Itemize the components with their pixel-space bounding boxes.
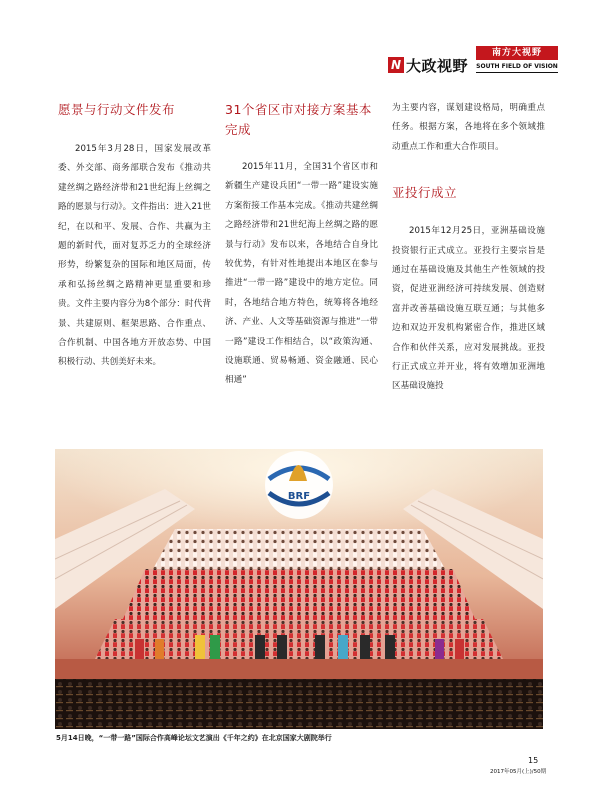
- brand-block: [476, 46, 558, 74]
- issue-date: 2017年05月(上)/50期: [490, 769, 547, 775]
- section-heading-vision: 愿景与行动文件发布: [58, 102, 176, 117]
- page-number: 15: [528, 756, 539, 765]
- paragraph-aiib: 2015年12月25日，亚洲基础设施投资银行正式成立。亚投行主要宗旨是通过在基础设施及其他生产性领域的投资，促进亚洲经济可持续发展、创造财富并改善基础设施互联互通；与其他多边和双边开发机构紧密合作，推进区域合作和伙伴关系，应对发展挑战。亚投行正式成立并开业，将有效增加亚洲地区基础设施投: [392, 226, 545, 392]
- section-title: 大政视野: [406, 57, 469, 75]
- section-heading-aiib: 亚投行成立: [392, 185, 458, 201]
- paragraph-provinces: 2015年11月，全国31个省区市和新疆生产建设兵团“一带一路”建设实施方案衔接工作基本完成。《推动共建丝绸之路经济带和21世纪海上丝绸之路的愿景与行动》发布以来，各地结合自身比较优势，有针对性地提出本地区在参与推进“一带一路”建设中的地方定位。同时，各地结合地方特色，统筹将各地经济、产业、人文等基础资源与推进“一带一路”建设工作相结合，以“政策沟通、设施联通、贸易畅通、资金融通、民心相通”: [225, 162, 378, 386]
- column-middle: [225, 100, 378, 391]
- magazine-header: [384, 46, 558, 76]
- column-left: [58, 100, 211, 373]
- photo-caption: 5月14日晚，“一带一路”国际合作高峰论坛文艺演出《千年之约》在北京国家大剧院举行: [56, 734, 332, 742]
- concert-stage-illustration: [55, 449, 543, 729]
- paragraph-vision: 2015年3月28日，国家发展改革委、外交部、商务部联合发布《推动共建丝绸之路经济带和21世纪海上丝绸之路的愿景与行动》。文件指出：进入21世纪，在以和平、发展、合作、共赢为主题的新时代，面对复苏乏力的全球经济形势，纷繁复杂的国际和地区局面，传承和弘扬丝绸之路精神更显重要和珍贵。文件主要内容分为8个部分：时代背景、共建原则、框架思路、合作重点、合作机制、中国各地方开放态势、中国积极行动、共创美好未来。: [58, 144, 211, 368]
- concert-photo: [55, 449, 543, 729]
- brand-name-cn: 南方大视野: [476, 46, 558, 60]
- column-right: [392, 99, 545, 397]
- n-logo-icon: N: [388, 57, 404, 73]
- section-heading-provinces: 31个省区市对接方案基本完成: [225, 102, 372, 137]
- paragraph-continuation: 为主要内容，谋划建设格局，明确重点任务。根据方案，各地将在多个领域推动重点工作和重大合作项目。: [392, 103, 545, 152]
- brf-logo-icon: [265, 451, 333, 519]
- brand-name-en: SOUTH FIELD OF VISION: [476, 60, 558, 73]
- brf-logo-text: BRF: [287, 491, 311, 502]
